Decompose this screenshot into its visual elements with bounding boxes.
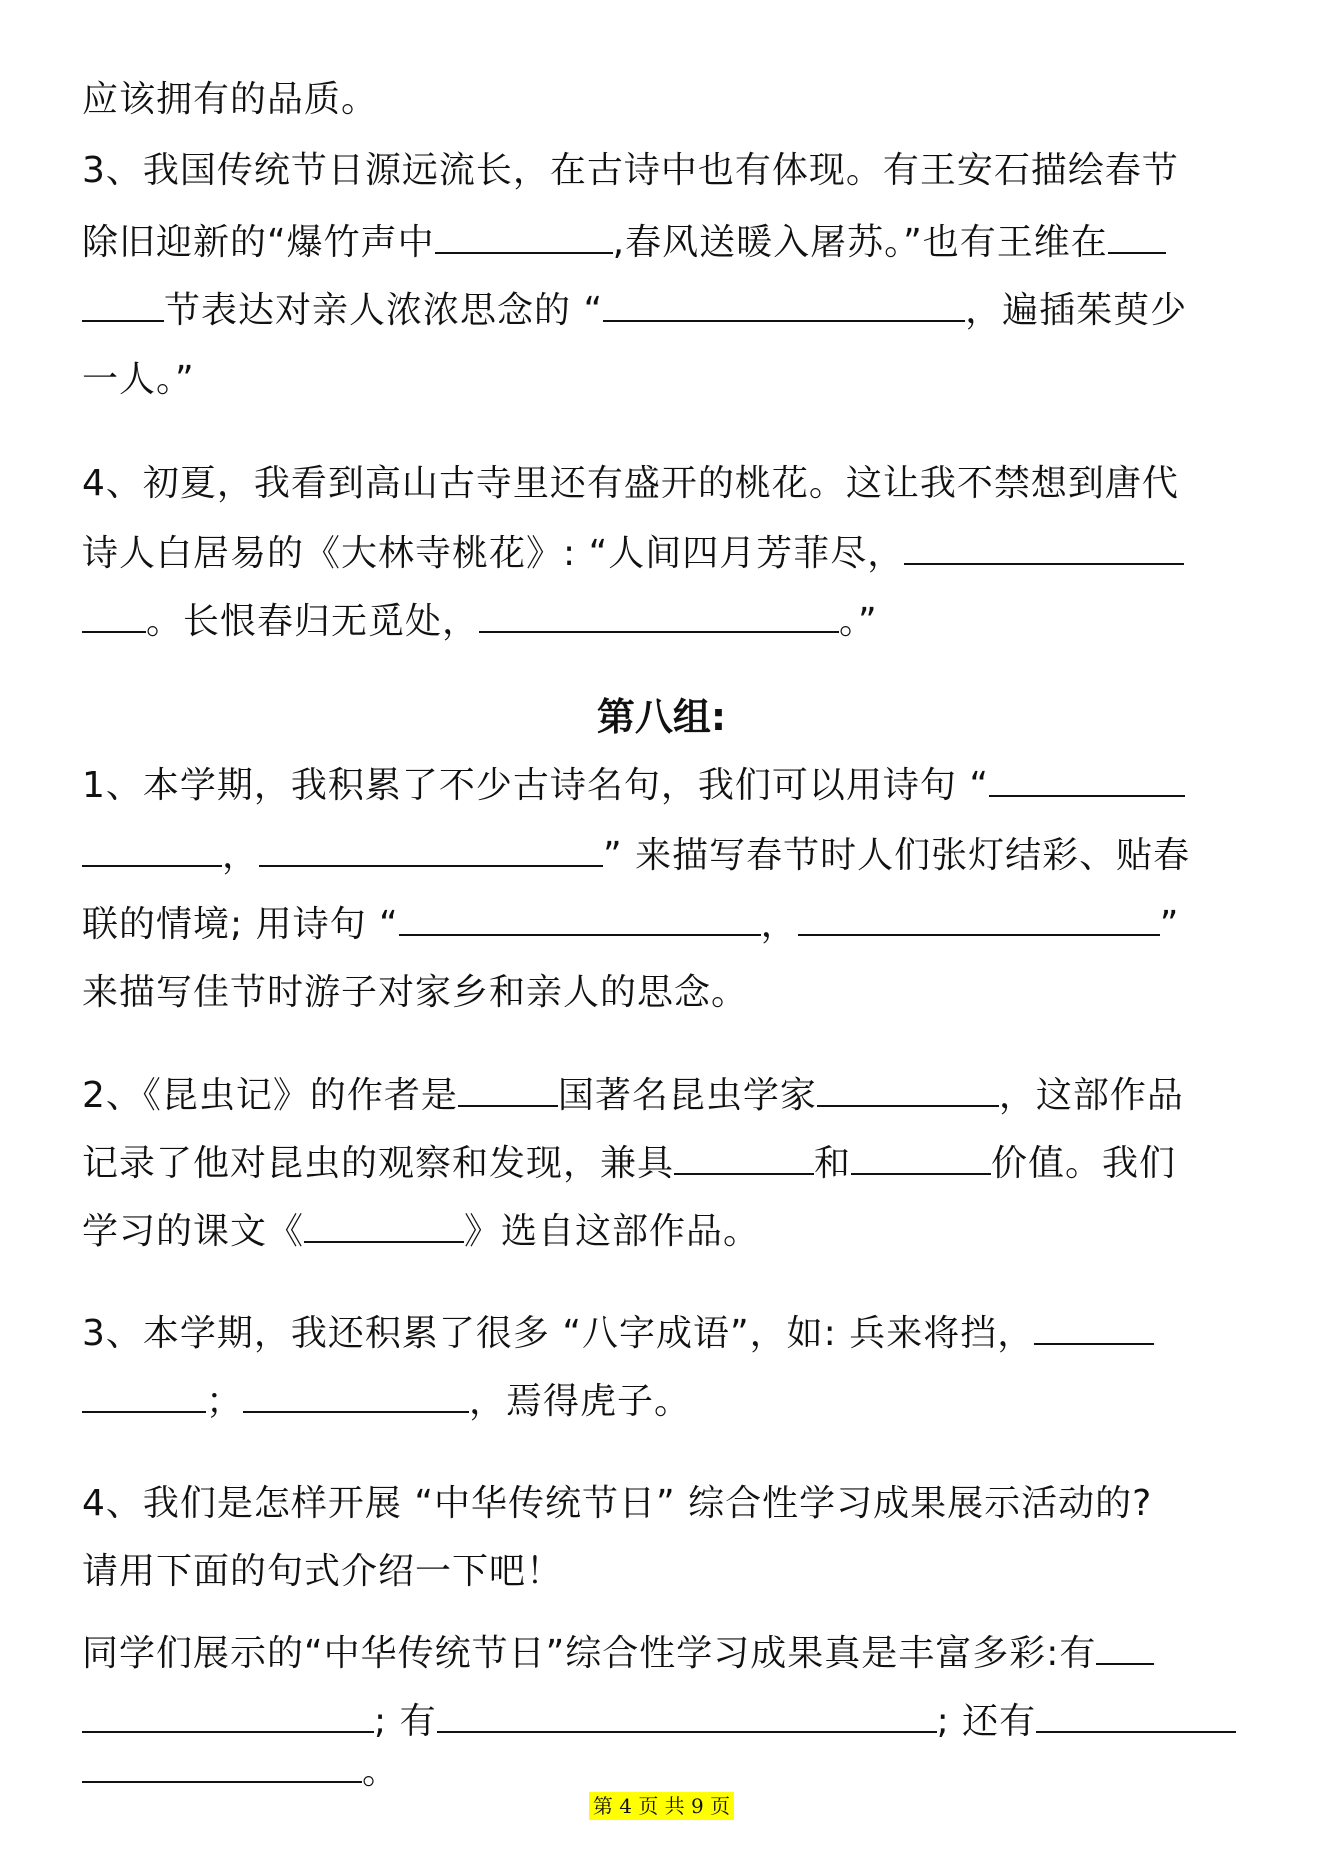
blank-line (798, 898, 1160, 936)
text-segment: 4、我们是怎样开展 “中华传统节日” 综合性学习成果展示活动的? (82, 1483, 1153, 1524)
text-segment: 2、《昆虫记》的作者是 (82, 1075, 458, 1116)
text-segment: ” (1159, 904, 1180, 945)
text-segment: 应该拥有的品质。 (82, 79, 379, 120)
text-segment: ； (206, 1381, 244, 1422)
blank-line (243, 1375, 469, 1413)
text-line (82, 207, 1250, 279)
text-segment: ,春风送暖入屠苏。”也有王维在 (612, 222, 1108, 263)
text-segment: 4、初夏，我看到高山古寺里还有盛开的桃花。这让我不禁想到唐代 (82, 463, 1179, 504)
text-segment: 3、本学期，我还积累了很多 “八字成语”，如: 兵来将挡， (82, 1313, 1035, 1354)
text-line (82, 586, 1250, 658)
blank-line (399, 898, 761, 936)
text-line (82, 135, 1250, 207)
text-segment: ” 来描写春节时人们张灯结彩、贴春 (603, 835, 1191, 876)
blank-line (82, 1695, 374, 1733)
text-segment: ， (222, 835, 260, 876)
text-segment: 3、我国传统节日源远流长，在古诗中也有体现。有王安石描绘春节 (82, 150, 1179, 191)
text-line (82, 750, 1250, 822)
text-segment: 记录了他对昆虫的观察和发现，兼具 (82, 1143, 675, 1184)
text-segment: 请用下面的句式介绍一下吧！ (82, 1551, 564, 1592)
text-segment: 》选自这部作品。 (464, 1211, 761, 1252)
text-line (82, 1366, 1250, 1438)
blank-line (82, 595, 146, 633)
text-line (82, 344, 1250, 416)
blank-line (851, 1137, 991, 1175)
blank-line (989, 759, 1185, 797)
page-footer (0, 1790, 1323, 1819)
text-segment: 。 (362, 1751, 400, 1792)
blank-line (82, 829, 222, 867)
text-line (82, 64, 1250, 136)
text-line (82, 1196, 1250, 1268)
text-segment: 1、本学期，我积累了不少古诗名句，我们可以用诗句 “ (82, 765, 989, 806)
section-heading: 第八组: (596, 695, 727, 739)
text-segment: 国著名昆虫学家 (557, 1075, 817, 1116)
text-line (82, 518, 1250, 590)
blank-line (435, 216, 613, 254)
blank-line (674, 1137, 814, 1175)
text-segment: 来描写佳节时游子对家乡和亲人的思念。 (82, 972, 749, 1013)
text-line (82, 1060, 1250, 1132)
text-segment: ，遍插茱萸少 (965, 290, 1188, 331)
text-line (82, 1298, 1250, 1370)
text-line (82, 889, 1250, 961)
text-line (82, 1128, 1250, 1200)
text-segment: ，这部作品 (998, 1075, 1184, 1116)
text-line (82, 1536, 1250, 1608)
text-segment: 。” (839, 601, 878, 642)
text-segment: 一人。” (82, 359, 195, 400)
blank-line (458, 1069, 558, 1107)
text-line (82, 957, 1250, 1029)
blank-line (479, 595, 839, 633)
text-line (82, 1618, 1250, 1690)
text-line (82, 448, 1250, 520)
text-segment: 。长恨春归无觅处， (146, 601, 480, 642)
blank-line (437, 1695, 937, 1733)
text-segment: 同学们展示的“中华传统节日”综合性学习成果真是丰富多彩:有 (82, 1633, 1097, 1674)
blank-line (1096, 1627, 1154, 1665)
blank-line (1036, 1695, 1236, 1733)
text-segment: 和 (814, 1143, 852, 1184)
blank-line (904, 527, 1184, 565)
text-segment: ; 还有 (936, 1701, 1037, 1742)
blank-line (304, 1205, 464, 1243)
blank-line (82, 1375, 206, 1413)
blank-line (817, 1069, 999, 1107)
blank-line (603, 284, 965, 322)
text-line (82, 1468, 1250, 1540)
text-segment: 学习的课文《 (82, 1211, 305, 1252)
text-line (82, 275, 1250, 347)
text-segment: 节表达对亲人浓浓思念的 “ (164, 290, 604, 331)
text-segment: ， (760, 904, 798, 945)
blank-line (1108, 216, 1166, 254)
text-segment: 联的情境; 用诗句 “ (82, 904, 399, 945)
text-line (82, 820, 1250, 892)
blank-line (1034, 1307, 1154, 1345)
text-segment: ; 有 (374, 1701, 437, 1742)
blank-line (259, 829, 603, 867)
text-segment: 除旧迎新的“爆竹声中 (82, 222, 435, 263)
blank-line (82, 1745, 362, 1783)
text-segment: ，焉得虎子。 (469, 1381, 692, 1422)
text-segment: 诗人白居易的《大林寺桃花》: “人间四月芳菲尽， (82, 533, 905, 574)
text-segment: 价值。我们 (991, 1143, 1177, 1184)
page-number: 第 4 页 共 9 页 (589, 1792, 734, 1820)
blank-line (82, 284, 164, 322)
